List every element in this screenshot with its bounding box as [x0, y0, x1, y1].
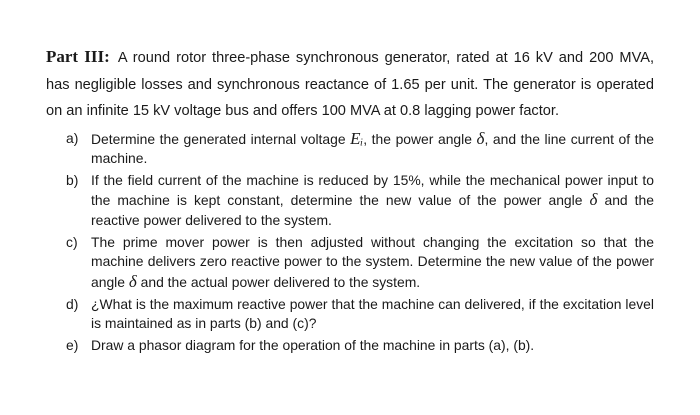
question-letter: a): [66, 129, 79, 146]
question-text: ¿What is the maximum reactive power that the machine can delivered, if the excitation level is maintained as in parts (b) and (c)?: [91, 295, 654, 332]
question-text: Determine the generated internal voltage: [91, 130, 351, 147]
symbol-delta: δ: [128, 271, 137, 291]
symbol-delta: δ: [476, 128, 485, 148]
question-text: Draw a phasor diagram for the operation of the machine in parts (a), (b).: [91, 337, 535, 354]
question-d: [46, 295, 654, 334]
question-text: The prime mover power is then adjusted without changing the excitation so that the machine delivers zero reactive power to the system. Determine the new value of the power angle: [91, 233, 654, 290]
question-letter: d): [66, 295, 79, 312]
question-a: [46, 129, 654, 169]
question-text: and the reactive power delivered to the system.: [91, 192, 654, 228]
question-letter: e): [66, 337, 79, 354]
problem-document: [46, 44, 654, 359]
problem-statement: [46, 44, 654, 125]
question-list: [46, 129, 654, 356]
question-text: , the power angle: [363, 130, 477, 147]
question-letter: c): [66, 233, 78, 250]
part-label: Part III:: [46, 47, 110, 66]
question-text: , and the line current of the machine.: [91, 130, 654, 166]
statement-text: A round rotor three-phase synchronous generator, rated at 16 kV and 200 MVA, has negligible losses and synchronous reactance of 1.65 per unit. The generator is operated on an infinite 15 kV voltage bus and offers 100 MVA at 0.8 lagging power factor.: [46, 50, 655, 119]
symbol-Ei: Eᵢ: [350, 128, 364, 148]
question-text: and the actual power delivered to the system.: [136, 273, 421, 290]
symbol-delta: δ: [589, 190, 598, 210]
question-e: [46, 336, 654, 355]
question-c: [46, 233, 654, 292]
question-letter: b): [66, 172, 79, 189]
question-text: If the field current of the machine is reduced by 15%, while the mechanical power input to the machine is kept constant, determine the new value of the power angle: [91, 172, 654, 209]
question-b: [46, 171, 654, 230]
